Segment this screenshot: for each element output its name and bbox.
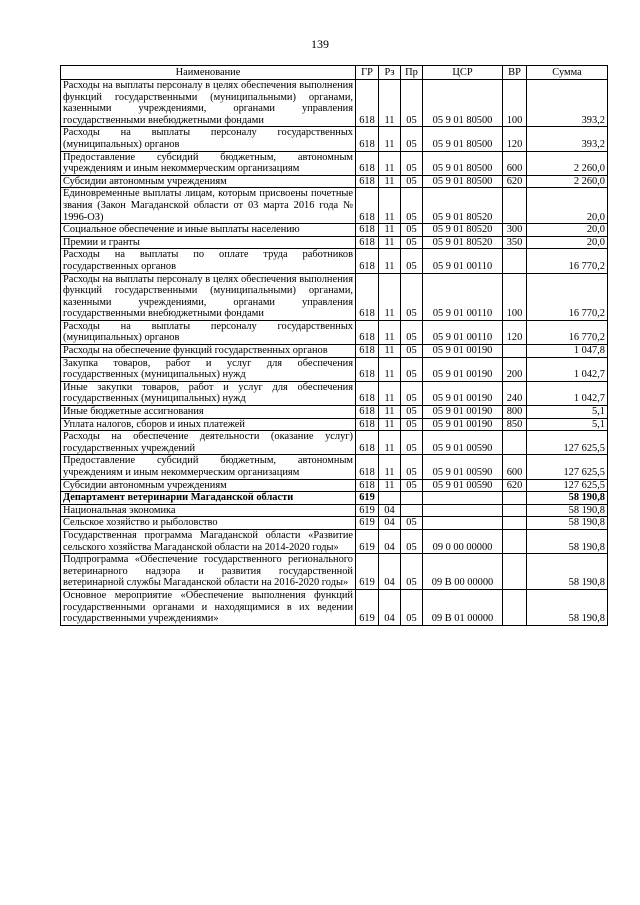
- cell-name: Расходы на обеспечение деятельности (оказание услуг) государственных учреждений: [61, 431, 356, 455]
- cell-vr: 620: [503, 479, 527, 492]
- cell-vr: [503, 249, 527, 273]
- cell-pr: 05: [401, 127, 423, 151]
- cell-rz: 04: [379, 529, 401, 553]
- table-row: [61, 492, 608, 505]
- table-row: [61, 418, 608, 431]
- cell-gr: 618: [356, 236, 379, 249]
- cell-name: Закупка товаров, работ и услуг для обеспечения государственных (муниципальных) нужд: [61, 357, 356, 381]
- cell-vr: 100: [503, 80, 527, 127]
- cell-sum: 58 190,8: [527, 504, 608, 517]
- cell-gr: 619: [356, 492, 379, 505]
- cell-pr: 05: [401, 151, 423, 175]
- cell-rz: 11: [379, 151, 401, 175]
- table-header-row: [61, 66, 608, 80]
- cell-pr: 05: [401, 406, 423, 419]
- cell-vr: 100: [503, 273, 527, 320]
- cell-rz: 04: [379, 554, 401, 590]
- cell-gr: 619: [356, 529, 379, 553]
- cell-pr: 05: [401, 357, 423, 381]
- cell-name: Предоставление субсидий бюджетным, автономным учреждениям и иным некоммерческим организациям: [61, 455, 356, 479]
- table-row: [61, 236, 608, 249]
- cell-gr: 618: [356, 188, 379, 224]
- cell-rz: 11: [379, 406, 401, 419]
- cell-rz: 11: [379, 431, 401, 455]
- table-row: [61, 381, 608, 405]
- cell-pr: 05: [401, 431, 423, 455]
- cell-vr: 240: [503, 381, 527, 405]
- page-number: 139: [311, 37, 329, 51]
- cell-name: Иные бюджетные ассигнования: [61, 406, 356, 419]
- cell-rz: 11: [379, 418, 401, 431]
- cell-sum: 5,1: [527, 406, 608, 419]
- cell-gr: 618: [356, 455, 379, 479]
- cell-csr: 09 0 00 00000: [423, 529, 503, 553]
- header-csr: ЦСР: [423, 66, 503, 80]
- cell-name: Премии и гранты: [61, 236, 356, 249]
- cell-name: Расходы на выплаты персоналу государственных (муниципальных) органов: [61, 127, 356, 151]
- cell-csr: 05 9 01 80520: [423, 236, 503, 249]
- budget-table: [60, 65, 608, 626]
- cell-vr: 600: [503, 151, 527, 175]
- cell-pr: 05: [401, 224, 423, 237]
- cell-pr: 05: [401, 273, 423, 320]
- cell-gr: 618: [356, 249, 379, 273]
- cell-gr: 619: [356, 517, 379, 530]
- table-row: [61, 127, 608, 151]
- header-name: Наименование: [61, 66, 356, 80]
- cell-rz: 11: [379, 188, 401, 224]
- cell-csr: 05 9 01 00110: [423, 273, 503, 320]
- cell-name: Субсидии автономным учреждениям: [61, 175, 356, 188]
- cell-sum: 1 042,7: [527, 381, 608, 405]
- header-pr: Пр: [401, 66, 423, 80]
- cell-sum: 393,2: [527, 80, 608, 127]
- cell-vr: [503, 188, 527, 224]
- cell-name: Национальная экономика: [61, 504, 356, 517]
- cell-rz: 11: [379, 224, 401, 237]
- cell-rz: 11: [379, 80, 401, 127]
- cell-name: Расходы на обеспечение функций государственных органов: [61, 345, 356, 358]
- cell-pr: 05: [401, 175, 423, 188]
- cell-pr: 05: [401, 517, 423, 530]
- cell-vr: [503, 589, 527, 625]
- cell-sum: 393,2: [527, 127, 608, 151]
- cell-name: Субсидии автономным учреждениям: [61, 479, 356, 492]
- cell-rz: 11: [379, 455, 401, 479]
- cell-rz: 11: [379, 127, 401, 151]
- cell-gr: 618: [356, 431, 379, 455]
- cell-gr: 619: [356, 589, 379, 625]
- cell-gr: 618: [356, 479, 379, 492]
- cell-rz: 11: [379, 249, 401, 273]
- cell-gr: 618: [356, 175, 379, 188]
- cell-gr: 618: [356, 224, 379, 237]
- cell-pr: 05: [401, 249, 423, 273]
- cell-rz: 04: [379, 589, 401, 625]
- cell-vr: 620: [503, 175, 527, 188]
- cell-csr: 05 9 01 00590: [423, 455, 503, 479]
- cell-rz: 04: [379, 517, 401, 530]
- cell-pr: 05: [401, 188, 423, 224]
- cell-rz: 11: [379, 479, 401, 492]
- cell-pr: 05: [401, 554, 423, 590]
- cell-gr: 618: [356, 127, 379, 151]
- cell-gr: 618: [356, 381, 379, 405]
- cell-name: Сельское хозяйство и рыболовство: [61, 517, 356, 530]
- cell-pr: 05: [401, 418, 423, 431]
- cell-csr: 09 В 01 00000: [423, 589, 503, 625]
- cell-name: Расходы на выплаты персоналу в целях обеспечения выполнения функций государственными (муниципальными) органами, казенными учреждениями, органами управления государственными внебюджетными фондами: [61, 80, 356, 127]
- header-sum: Сумма: [527, 66, 608, 80]
- cell-pr: 05: [401, 589, 423, 625]
- header-gr: ГР: [356, 66, 379, 80]
- cell-name: Расходы на выплаты по оплате труда работников государственных органов: [61, 249, 356, 273]
- cell-sum: 16 770,2: [527, 249, 608, 273]
- table-row: [61, 517, 608, 530]
- cell-vr: 350: [503, 236, 527, 249]
- cell-csr: [423, 504, 503, 517]
- cell-sum: 1 047,8: [527, 345, 608, 358]
- cell-pr: [401, 492, 423, 505]
- table-row: [61, 273, 608, 320]
- table-row: [61, 504, 608, 517]
- cell-name: Государственная программа Магаданской области «Развитие сельского хозяйства Магаданской области на 2014-2020 годы»: [61, 529, 356, 553]
- cell-gr: 618: [356, 80, 379, 127]
- table-row: [61, 479, 608, 492]
- table-row: [61, 554, 608, 590]
- cell-vr: 120: [503, 320, 527, 344]
- cell-csr: 05 9 01 00190: [423, 406, 503, 419]
- cell-csr: 05 9 01 00590: [423, 479, 503, 492]
- cell-vr: [503, 504, 527, 517]
- cell-sum: 16 770,2: [527, 320, 608, 344]
- cell-rz: [379, 492, 401, 505]
- table-row: [61, 188, 608, 224]
- cell-vr: [503, 517, 527, 530]
- header-rz: Рз: [379, 66, 401, 80]
- cell-sum: 5,1: [527, 418, 608, 431]
- cell-sum: 127 625,5: [527, 455, 608, 479]
- cell-csr: 05 9 01 80500: [423, 127, 503, 151]
- table-row: [61, 249, 608, 273]
- cell-sum: 58 190,8: [527, 529, 608, 553]
- cell-rz: 11: [379, 320, 401, 344]
- cell-gr: 618: [356, 406, 379, 419]
- cell-sum: 127 625,5: [527, 479, 608, 492]
- cell-csr: 05 9 01 00110: [423, 320, 503, 344]
- cell-gr: 618: [356, 151, 379, 175]
- table-row: [61, 80, 608, 127]
- cell-gr: 618: [356, 418, 379, 431]
- cell-pr: 05: [401, 381, 423, 405]
- cell-vr: [503, 554, 527, 590]
- cell-vr: 600: [503, 455, 527, 479]
- cell-sum: 2 260,0: [527, 175, 608, 188]
- table-row: [61, 406, 608, 419]
- cell-sum: 127 625,5: [527, 431, 608, 455]
- table-row: [61, 151, 608, 175]
- table-row: [61, 455, 608, 479]
- cell-name: Основное мероприятие «Обеспечение выполнения функций государственными органами и находящимися в их ведении государственными учреждениями»: [61, 589, 356, 625]
- cell-vr: [503, 492, 527, 505]
- cell-csr: 05 9 01 00110: [423, 249, 503, 273]
- cell-csr: 05 9 01 00190: [423, 357, 503, 381]
- cell-rz: 11: [379, 236, 401, 249]
- cell-vr: 300: [503, 224, 527, 237]
- cell-csr: [423, 492, 503, 505]
- cell-sum: 20,0: [527, 224, 608, 237]
- cell-vr: [503, 529, 527, 553]
- cell-vr: 200: [503, 357, 527, 381]
- cell-gr: 619: [356, 554, 379, 590]
- cell-sum: 2 260,0: [527, 151, 608, 175]
- cell-vr: [503, 345, 527, 358]
- cell-rz: 04: [379, 504, 401, 517]
- cell-gr: 619: [356, 504, 379, 517]
- cell-pr: 05: [401, 320, 423, 344]
- cell-csr: 09 В 00 00000: [423, 554, 503, 590]
- cell-name: Департамент ветеринарии Магаданской области: [61, 492, 356, 505]
- cell-name: Уплата налогов, сборов и иных платежей: [61, 418, 356, 431]
- cell-rz: 11: [379, 381, 401, 405]
- cell-sum: 58 190,8: [527, 554, 608, 590]
- cell-sum: 20,0: [527, 188, 608, 224]
- cell-rz: 11: [379, 273, 401, 320]
- table-row: [61, 320, 608, 344]
- cell-gr: 618: [356, 273, 379, 320]
- cell-gr: 618: [356, 320, 379, 344]
- cell-rz: 11: [379, 345, 401, 358]
- cell-pr: 05: [401, 236, 423, 249]
- cell-vr: [503, 431, 527, 455]
- cell-pr: 05: [401, 479, 423, 492]
- cell-name: Подпрограмма «Обеспечение государственного регионального ветеринарного надзора и развития государственной ветеринарной службы Магаданской области на 2016-2020 годы»: [61, 554, 356, 590]
- cell-csr: [423, 517, 503, 530]
- cell-gr: 618: [356, 357, 379, 381]
- table-row: [61, 589, 608, 625]
- cell-csr: 05 9 01 00590: [423, 431, 503, 455]
- cell-sum: 1 042,7: [527, 357, 608, 381]
- cell-pr: 05: [401, 80, 423, 127]
- cell-name: Социальное обеспечение и иные выплаты населению: [61, 224, 356, 237]
- cell-sum: 58 190,8: [527, 589, 608, 625]
- cell-pr: 05: [401, 529, 423, 553]
- cell-csr: 05 9 01 80520: [423, 188, 503, 224]
- cell-csr: 05 9 01 80520: [423, 224, 503, 237]
- table-row: [61, 529, 608, 553]
- cell-sum: 20,0: [527, 236, 608, 249]
- cell-vr: 120: [503, 127, 527, 151]
- cell-pr: 05: [401, 345, 423, 358]
- header-vr: ВР: [503, 66, 527, 80]
- cell-gr: 618: [356, 345, 379, 358]
- table-row: [61, 224, 608, 237]
- cell-sum: 58 190,8: [527, 492, 608, 505]
- cell-rz: 11: [379, 357, 401, 381]
- cell-name: Единовременные выплаты лицам, которым присвоены почетные звания (Закон Магаданской области от 03 марта 2016 года № 1996-ОЗ): [61, 188, 356, 224]
- cell-csr: 05 9 01 00190: [423, 381, 503, 405]
- table-row: [61, 357, 608, 381]
- cell-name: Расходы на выплаты персоналу в целях обеспечения выполнения функций государственными (муниципальными) органами, казенными учреждениями, органами управления государственными внебюджетными фондами: [61, 273, 356, 320]
- table-row: [61, 175, 608, 188]
- table-row: [61, 345, 608, 358]
- cell-name: Предоставление субсидий бюджетным, автономным учреждениям и иным некоммерческим организациям: [61, 151, 356, 175]
- cell-vr: 800: [503, 406, 527, 419]
- cell-sum: 16 770,2: [527, 273, 608, 320]
- cell-csr: 05 9 01 80500: [423, 80, 503, 127]
- cell-name: Расходы на выплаты персоналу государственных (муниципальных) органов: [61, 320, 356, 344]
- cell-name: Иные закупки товаров, работ и услуг для обеспечения государственных (муниципальных) нужд: [61, 381, 356, 405]
- cell-pr: 05: [401, 455, 423, 479]
- cell-pr: [401, 504, 423, 517]
- cell-csr: 05 9 01 80500: [423, 175, 503, 188]
- cell-csr: 05 9 01 00190: [423, 418, 503, 431]
- cell-csr: 05 9 01 00190: [423, 345, 503, 358]
- cell-vr: 850: [503, 418, 527, 431]
- cell-sum: 58 190,8: [527, 517, 608, 530]
- table-row: [61, 431, 608, 455]
- cell-csr: 05 9 01 80500: [423, 151, 503, 175]
- cell-rz: 11: [379, 175, 401, 188]
